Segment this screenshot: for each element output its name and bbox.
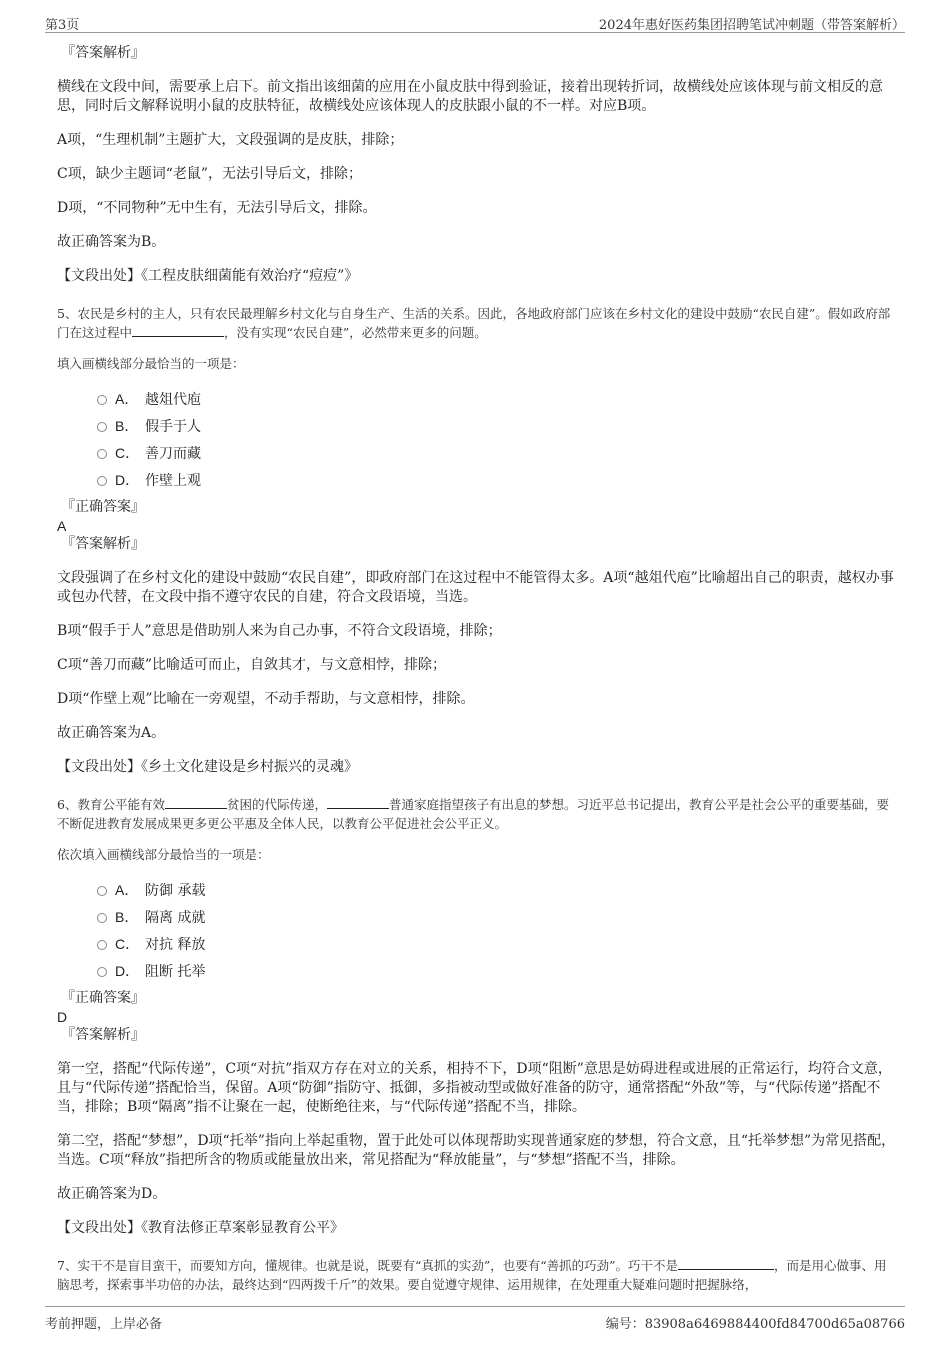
radio-icon[interactable] — [97, 967, 107, 977]
radio-icon[interactable] — [97, 940, 107, 950]
q4-analysis-p1: 横线在文段中间，需要承上启下。前文指出该细菌的应用在小鼠皮肤中得到验证，接着出现转折词，故横线处应该体现与前文相反的意思，同时后文解释说明小鼠的皮肤特征，故横线处应该体现人的皮肤跟小鼠的不一样。对应B项。 — [57, 79, 883, 114]
radio-icon[interactable] — [97, 422, 107, 432]
q4-analysis-p2: A项，“生理机制”主题扩大，文段强调的是皮肤，排除； — [57, 132, 404, 148]
q6-source: 【文段出处】《教育法修正草案彰显教育公平》 — [57, 1220, 344, 1236]
q6-option-c[interactable]: C． 对抗 释放 — [57, 931, 897, 958]
q6-blank-1 — [165, 796, 227, 809]
radio-icon[interactable] — [97, 913, 107, 923]
q6-answer: 故正确答案为D。 — [57, 1186, 167, 1202]
q6-analysis-p2: 第二空，搭配“梦想”，D项“托举”指向上举起重物，置于此处可以体现帮助实现普通家庭的梦想，符合文意，且“托举梦想”为常见搭配，当选。C项“释放”指把所含的物质或能量放出来，常见搭配为“释放能量”，与“梦想”搭配不当，排除。 — [57, 1133, 896, 1168]
page-footer — [45, 1306, 905, 1332]
radio-icon[interactable] — [97, 886, 107, 896]
page-content — [57, 44, 897, 1294]
q6-option-a[interactable]: A． 防御 承载 — [57, 877, 897, 904]
q7-stem-a: 7、实干不是盲目蛮干，而要知方向，懂规律。也就是说，既要有“真抓的实劲”，也要有“善抓的巧劲”。巧干不是 — [57, 1258, 679, 1273]
q4-analysis-p4: D项，“不同物种”无中生有，无法引导后文，排除。 — [57, 200, 377, 216]
footer-code: 编号：83908a6469884400fd84700d65a08766 — [605, 1317, 905, 1332]
q5-prompt: 填入画横线部分最恰当的一项是： — [57, 356, 245, 371]
q7-stem — [57, 1256, 897, 1294]
q4-analysis-p3: C项，缺少主题词“老鼠”，无法引导后文，排除； — [57, 166, 363, 182]
q5-blank — [132, 324, 224, 337]
q5-option-a[interactable]: A． 越俎代庖 — [57, 386, 897, 413]
q6-analysis-p1: 第一空，搭配“代际传递”，C项“对抗”指双方存在对立的关系，相持不下，D项“阻断”意思是妨碍进程或进展的正常运行，均符合文意，且与“代际传递”搭配恰当，保留。A项“防御”指防守、抵御，多指被动型或做好准备的防守，通常搭配“外敌”等，与“代际传递”搭配不当，排除；B项“隔离”指不让聚在一起，使断绝往来，与“代际传递”搭配不当，排除。 — [57, 1061, 892, 1115]
q5-source: 【文段出处】《乡土文化建设是乡村振兴的灵魂》 — [57, 759, 358, 775]
q5-analysis-p1: 文段强调了在乡村文化的建设中鼓励“农民自建”，即政府部门在这过程中不能管得太多。A项“越俎代庖”比喻超出自己的职责，越权办事或包办代替，在文段中指不遵守农民的自建，符合文段语境，当选。 — [57, 570, 894, 605]
q5-option-d[interactable]: D． 作壁上观 — [57, 467, 897, 494]
q6-option-b[interactable]: B． 隔离 成就 — [57, 904, 897, 931]
q5-stem-b: ，没有实现“农民自建”，必然带来更多的问题。 — [224, 325, 487, 340]
q4-source: 【文段出处】《工程皮肤细菌能有效治疗“痘痘”》 — [57, 268, 359, 284]
q5-option-c[interactable]: C． 善刀而藏 — [57, 440, 897, 467]
q5-correct-answer: A — [57, 518, 67, 534]
q5-option-b[interactable]: B． 假手于人 — [57, 413, 897, 440]
radio-icon[interactable] — [97, 449, 107, 459]
document-title: 2024年惠好医药集团招聘笔试冲刺题（带答案解析） — [598, 18, 905, 33]
q6-stem-a: 6、教育公平能有效 — [57, 797, 165, 812]
q5-analysis-label: 『答案解析』 — [61, 536, 145, 552]
q4-analysis-label: 『答案解析』 — [61, 45, 145, 61]
q6-blank-2 — [327, 796, 389, 809]
page-header — [45, 12, 905, 33]
footer-slogan: 考前押题，上岸必备 — [45, 1317, 163, 1332]
q6-options — [57, 877, 897, 985]
q5-stem-a: 5、农民是乡村的主人，只有农民最理解乡村文化与自身生产、生活的关系。因此，各地政府部门应该在乡村文化的建设中鼓励“农民自建”。假如政府部门在这过程中 — [57, 306, 891, 340]
q5-stem — [57, 304, 897, 342]
q5-analysis-p2: B项“假手于人”意思是借助别人来为自己办事，不符合文段语境，排除； — [57, 623, 502, 639]
q6-stem-b: 贫困的代际传递， — [226, 797, 327, 812]
q5-analysis-p4: D项“作壁上观”比喻在一旁观望，不动手帮助，与文意相悖，排除。 — [57, 691, 475, 707]
q5-answer: 故正确答案为A。 — [57, 725, 166, 741]
q5-options — [57, 386, 897, 494]
q6-correct-answer: D — [57, 1009, 68, 1025]
q5-analysis-p3: C项“善刀而藏”比喻适可而止，自敛其才，与文意相悖，排除； — [57, 657, 447, 673]
q4-answer: 故正确答案为B。 — [57, 234, 166, 250]
q6-prompt: 依次填入画横线部分最恰当的一项是： — [57, 847, 270, 862]
q7-stem-b: ，而是用心做事、用脑思考，探索事半功倍的办法，最终达到“四两拨千斤”的效果。要自觉遵守规律、运用规律，在处理重大疑难问题时把握脉络， — [57, 1258, 887, 1292]
radio-icon[interactable] — [97, 476, 107, 486]
q6-analysis-label: 『答案解析』 — [61, 1027, 145, 1043]
radio-icon[interactable] — [97, 395, 107, 405]
q6-option-d[interactable]: D． 阻断 托举 — [57, 958, 897, 985]
q6-stem — [57, 795, 897, 833]
q5-correct-label: 『正确答案』 — [61, 499, 145, 515]
page-number: 第3页 — [45, 18, 80, 33]
q6-correct-label: 『正确答案』 — [61, 990, 145, 1006]
q7-blank — [678, 1257, 774, 1270]
q6-stem-c: 普通家庭指望孩子有出息的梦想。习近平总书记提出，教育公平是社会公平的重要基础，要不断促进教育发展成果更多更公平惠及全体人民，以教育公平促进社会公平正义。 — [57, 797, 889, 831]
